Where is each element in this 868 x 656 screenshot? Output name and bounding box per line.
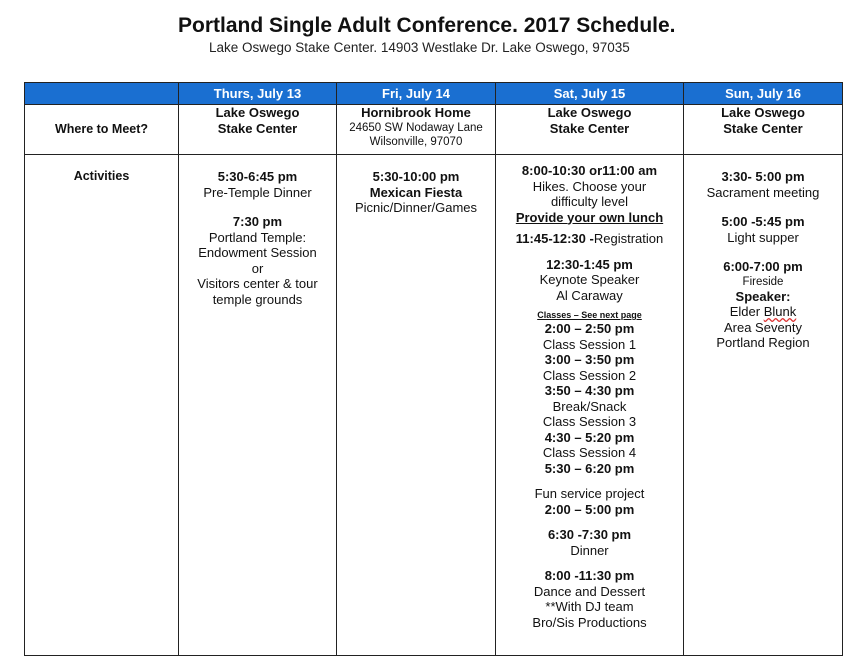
- sat-fun-project: Fun service project: [534, 486, 645, 501]
- sun-speaker-title: Elder: [729, 304, 764, 319]
- sat-dj: **With DJ team: [545, 599, 634, 614]
- sun-desc-2: Light supper: [727, 229, 799, 245]
- sun-time-1: 3:30- 5:00 pm: [721, 169, 805, 184]
- where-saturday: [496, 105, 684, 155]
- header-saturday: Sat, July 15: [496, 83, 684, 105]
- activities-row: [25, 155, 843, 656]
- activities-label: Activities: [25, 155, 179, 656]
- sat-desc-3b: Al Caraway: [556, 287, 623, 303]
- where-sun-line1: Lake Oswego: [721, 105, 805, 120]
- where-thursday: [179, 105, 337, 155]
- sat-class4: Class Session 4: [542, 445, 637, 460]
- header-sunday: Sun, July 16: [684, 83, 843, 105]
- fri-event-name: Mexican Fiesta: [369, 184, 463, 200]
- thu-desc-2e: temple grounds: [212, 291, 303, 307]
- where-label: Where to Meet?: [25, 105, 179, 155]
- sat-desc-1a: Hikes. Choose your: [532, 178, 647, 194]
- sat-time-3: 12:30-1:45 pm: [546, 256, 633, 272]
- activities-thursday: [179, 155, 337, 656]
- fri-desc-1: Picnic/Dinner/Games: [354, 200, 478, 215]
- sat-time-2: 11:45-12:30 -: [515, 231, 594, 246]
- where-sunday: [684, 105, 843, 155]
- sat-break: Break/Snack: [552, 398, 627, 414]
- sun-speaker-label: Speaker:: [735, 288, 791, 304]
- header-thursday: Thurs, July 13: [179, 83, 337, 105]
- sat-class2-time: 3:00 – 3:50 pm: [544, 352, 635, 367]
- sat-productions: Bro/Sis Productions: [532, 614, 647, 630]
- header-friday: Fri, July 14: [337, 83, 496, 105]
- sat-lunch-note: Provide your own lunch: [515, 209, 664, 225]
- where-thu-line2: Stake Center: [217, 120, 298, 136]
- activities-friday: [337, 155, 496, 656]
- sun-time-2: 5:00 -5:45 pm: [721, 214, 805, 229]
- thu-desc-2c: or: [251, 260, 264, 276]
- sun-speaker-region: Portland Region: [716, 335, 810, 350]
- page-subtitle: Lake Oswego Stake Center. 14903 Westlake Dr. Lake Oswego, 97035: [209, 40, 630, 55]
- thu-desc-2b: Endowment Session: [198, 245, 317, 260]
- sat-time-6: 6:30 -7:30 pm: [547, 527, 632, 542]
- sun-speaker-role: Area Seventy: [723, 319, 803, 335]
- header-empty-cell: [25, 83, 179, 105]
- sat-class1: Class Session 1: [542, 336, 637, 352]
- sun-time-3: 6:00-7:00 pm: [723, 259, 803, 274]
- sat-class1-time: 2:00 – 2:50 pm: [544, 321, 635, 336]
- page-title: Portland Single Adult Conference. 2017 Schedule.: [178, 14, 676, 37]
- sat-class3: Class Session 3: [542, 414, 637, 429]
- sat-time-5: 5:30 – 6:20 pm: [544, 460, 635, 476]
- where-fri-city: Wilsonville, 97070: [369, 135, 463, 148]
- where-row: [25, 105, 843, 155]
- fri-time-1: 5:30-10:00 pm: [372, 169, 460, 184]
- sat-desc-1b: difficulty level: [550, 194, 629, 209]
- sat-class3-time: 3:50 – 4:30 pm: [544, 383, 635, 398]
- sat-fun-time: 2:00 – 5:00 pm: [544, 501, 635, 517]
- sat-class4-time: 4:30 – 5:20 pm: [544, 429, 635, 445]
- sat-time-1: 8:00-10:30 or11:00 am: [521, 163, 658, 178]
- header-row: [25, 83, 843, 105]
- thu-desc-2d: Visitors center & tour: [197, 276, 318, 291]
- thu-time-1: 5:30-6:45 pm: [217, 169, 298, 184]
- sat-classes-note: Classes – See next page: [537, 310, 642, 320]
- sun-desc-1: Sacrament meeting: [706, 184, 820, 200]
- sat-registration-line: [496, 231, 683, 247]
- where-thu-line1: Lake Oswego: [215, 105, 300, 120]
- sun-speaker-name: [684, 304, 842, 320]
- where-fri-name: Hornibrook Home: [361, 105, 471, 120]
- where-friday: [337, 105, 496, 155]
- schedule-table: [24, 82, 843, 656]
- where-fri-address: 24650 SW Nodaway Lane: [349, 121, 483, 134]
- sat-dinner: Dinner: [570, 542, 609, 558]
- thu-time-2: 7:30 pm: [232, 214, 283, 229]
- sat-dance: Dance and Dessert: [533, 583, 646, 599]
- thu-desc-1: Pre-Temple Dinner: [203, 184, 312, 200]
- thu-desc-2a: Portland Temple:: [208, 229, 307, 245]
- sat-desc-2: Registration: [593, 231, 664, 246]
- sun-desc-3: Fireside: [742, 275, 784, 288]
- where-sat-line1: Lake Oswego: [547, 105, 632, 120]
- sun-speaker-surname: Blunk: [763, 304, 797, 319]
- sat-time-7: 8:00 -11:30 pm: [544, 568, 635, 583]
- activities-sunday: [684, 155, 843, 656]
- activities-saturday: [496, 155, 684, 656]
- where-sat-line2: Stake Center: [549, 120, 630, 136]
- where-sun-line2: Stake Center: [723, 120, 803, 136]
- sat-class2: Class Session 2: [542, 367, 637, 383]
- sat-desc-3a: Keynote Speaker: [539, 272, 640, 287]
